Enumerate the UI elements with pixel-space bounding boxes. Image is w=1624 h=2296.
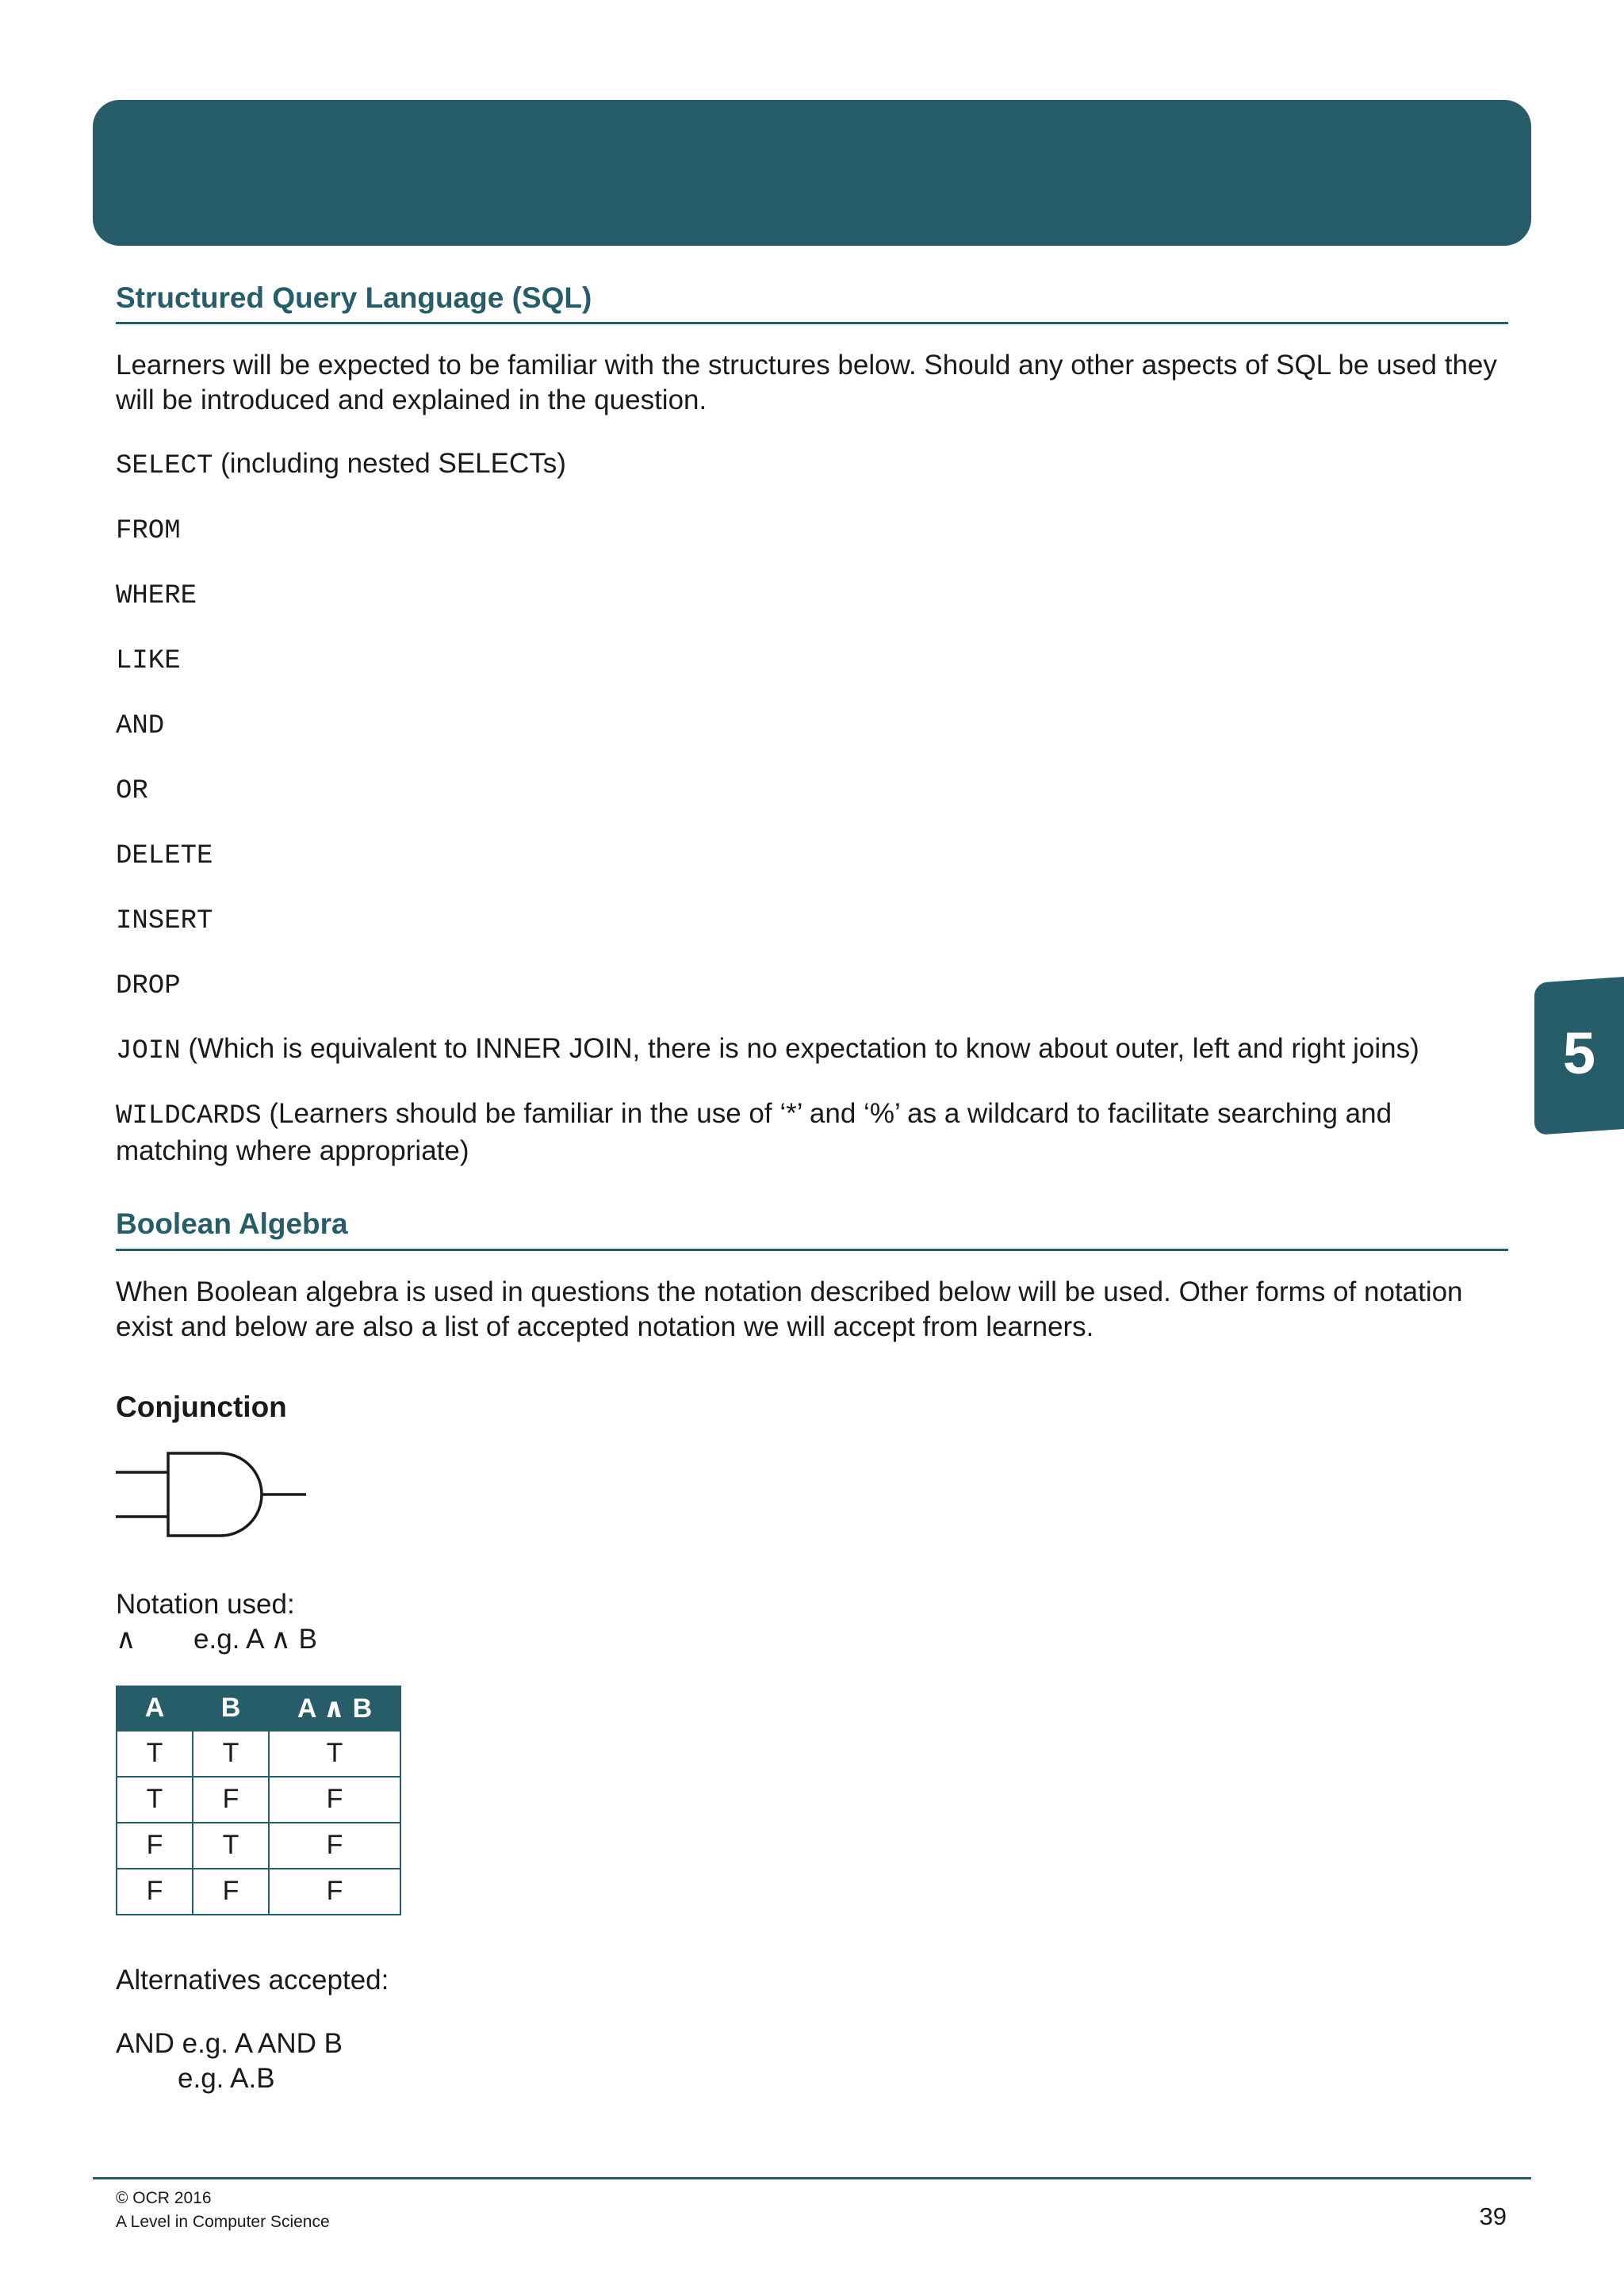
header-banner xyxy=(93,100,1531,246)
table-cell: F xyxy=(269,1823,400,1869)
notation-block xyxy=(116,1587,1508,1657)
sql-section-title: Structured Query Language (SQL) xyxy=(116,281,1508,324)
notation-line xyxy=(116,1622,1508,1657)
table-cell: T xyxy=(117,1731,193,1777)
boolean-section-title: Boolean Algebra xyxy=(116,1207,1508,1250)
conjunction-heading: Conjunction xyxy=(116,1390,287,1423)
sql-keyword: WHERE xyxy=(116,581,197,612)
truth-table-header-cell: A ∧ B xyxy=(269,1686,400,1731)
boolean-intro: When Boolean algebra is used in questions the notation described below will be used. Other forms of notation exist and below are also a list of accepted notation we will accept from learners. xyxy=(116,1276,1463,1342)
notation-example: e.g. A ∧ B xyxy=(193,1623,317,1655)
page-content xyxy=(116,281,1508,2107)
table-cell: T xyxy=(117,1777,193,1823)
table-cell: F xyxy=(117,1823,193,1869)
section-tab-number: 5 xyxy=(1562,1020,1596,1086)
table-cell: T xyxy=(193,1731,269,1777)
alternatives-label: Alternatives accepted: xyxy=(116,1964,389,1996)
sql-item-like xyxy=(116,641,1508,679)
page-number: 39 xyxy=(1479,2202,1507,2230)
sql-keyword: DROP xyxy=(116,971,181,1002)
truth-table-header xyxy=(117,1686,400,1731)
table-cell: F xyxy=(193,1777,269,1823)
sql-keyword: LIKE xyxy=(116,646,181,677)
sql-keyword: FROM xyxy=(116,516,181,547)
sql-keyword: OR xyxy=(116,776,148,807)
sql-item-from xyxy=(116,511,1508,549)
table-cell: F xyxy=(269,1777,400,1823)
sql-item-drop xyxy=(116,966,1508,1004)
table-row xyxy=(117,1777,400,1823)
table-cell: F xyxy=(117,1869,193,1915)
sql-item-where xyxy=(116,576,1508,614)
table-row xyxy=(117,1823,400,1869)
footer-rule xyxy=(93,2177,1531,2179)
table-cell: F xyxy=(269,1869,400,1915)
sql-keyword: INSERT xyxy=(116,906,213,937)
sql-item-select xyxy=(116,446,1508,484)
sql-keyword: SELECT xyxy=(116,451,213,482)
truth-table-header-cell: A xyxy=(117,1686,193,1731)
sql-keyword: DELETE xyxy=(116,841,213,872)
footer-copyright: © OCR 2016 xyxy=(116,2189,212,2207)
sql-keyword: AND xyxy=(116,711,165,742)
sql-intro: Learners will be expected to be familiar with the structures below. Should any other aspects of SQL be used they will be introduced and explained in the question. xyxy=(116,350,1497,416)
footer-course: A Level in Computer Science xyxy=(116,2213,330,2231)
notation-label: Notation used: xyxy=(116,1588,295,1620)
sql-item-insert xyxy=(116,901,1508,939)
truth-table xyxy=(116,1686,401,1915)
sql-note: (including nested SELECTs) xyxy=(213,448,566,480)
sql-note: (Which is equivalent to INNER JOIN, there is no expectation to know about outer, left and right joins) xyxy=(180,1033,1419,1065)
alternatives-list xyxy=(116,2026,1508,2096)
sql-note: (Learners should be familiar in the use of ‘*’ and ‘%’ as a wildcard to facilitate searching and matching where appropriate) xyxy=(116,1098,1392,1167)
table-row xyxy=(117,1731,400,1777)
sql-item-join xyxy=(116,1031,1508,1069)
sql-keyword: JOIN xyxy=(116,1036,181,1067)
conjunction-symbol: ∧ xyxy=(116,1623,136,1655)
truth-table-header-cell: B xyxy=(193,1686,269,1731)
sql-keyword-list xyxy=(116,446,1508,1169)
table-cell: T xyxy=(193,1823,269,1869)
table-cell: F xyxy=(193,1869,269,1915)
sql-item-wildcards xyxy=(116,1096,1508,1169)
sql-item-or xyxy=(116,771,1508,809)
alternative-item: e.g. A.B xyxy=(178,2062,275,2094)
table-cell: T xyxy=(269,1731,400,1777)
table-row xyxy=(117,1869,400,1915)
sql-item-and xyxy=(116,706,1508,744)
footer-info xyxy=(116,2187,330,2234)
alternative-item: AND e.g. A AND B xyxy=(116,2027,343,2059)
sql-item-delete xyxy=(116,836,1508,874)
sql-keyword: WILDCARDS xyxy=(116,1101,262,1132)
and-gate-icon xyxy=(116,1451,306,1538)
